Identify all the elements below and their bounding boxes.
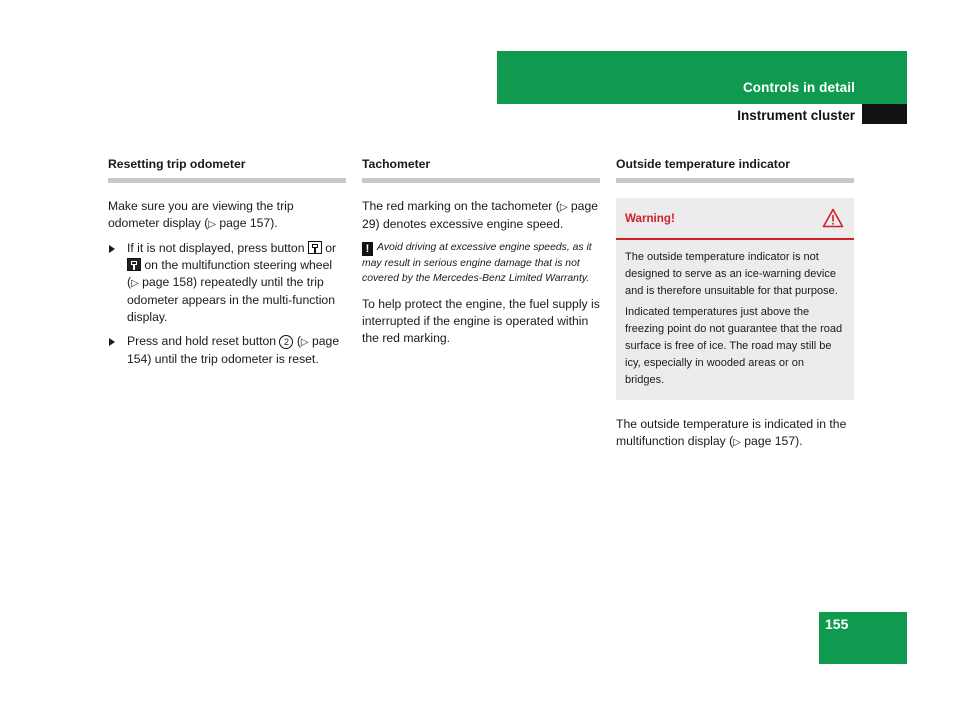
warning-box [616,198,854,400]
display-button-down-icon [127,258,141,271]
column-heading: Resetting trip odometer [108,156,346,183]
column-heading: Outside temperature indicator [616,156,854,183]
page-number: 155 [825,616,849,632]
warning-body [616,240,854,400]
paragraph: The red marking on the tachometer (▷ page 29) denotes excessive engine speed. [362,199,599,231]
list-item: Press and hold reset button 2 (▷ page 154) until the trip odometer is reset. [108,333,346,368]
callout-number: 2 [279,335,293,349]
page-ref-arrow-icon: ▷ [300,337,309,348]
page-ref-arrow-icon: ▷ [131,278,139,289]
column-resetting-trip-odometer [108,156,346,375]
header-bar [497,51,907,104]
page-ref-arrow-icon: ▷ [208,219,216,230]
warning-text: The outside temperature indicator is not designed to serve as an ice-warning device and is therefore unsuitable for that purpose. [625,251,838,297]
subsection-title: Instrument cluster [737,108,855,123]
page-ref-arrow-icon: ▷ [559,202,568,213]
section-title: Controls in detail [742,80,855,95]
section-tab-marker [862,104,907,124]
warning-triangle-icon [822,208,844,228]
warning-header [616,198,854,240]
bullet-arrow-icon [109,338,115,346]
page-number-box [819,612,907,664]
warning-label: Warning! [625,211,675,225]
column-tachometer [362,156,600,354]
column-heading: Tachometer [362,156,600,183]
column-outside-temperature [616,156,854,458]
display-button-up-icon [308,241,322,254]
page-ref-arrow-icon: ▷ [733,437,741,448]
list-item: If it is not displayed, press button or on the multifunction steering wheel (▷ page 158) repeatedly until the trip odometer appears in the multi-function display. [108,240,346,326]
intro-paragraph: Make sure you are viewing the trip odometer display (▷ page 157). [108,199,294,230]
exclamation-icon: ! [362,242,373,256]
bullet-arrow-icon [109,245,115,253]
warning-text: Indicated temperatures just above the freezing point do not guarantee that the road surface is free of ice. The road may still be icy, especially in wooded areas or on bridges. [625,306,843,386]
paragraph: To help protect the engine, the fuel supply is interrupted if the engine is operated within the red marking. [362,297,600,345]
paragraph: The outside temperature is indicated in the multifunction display (▷ page 157). [616,417,847,448]
caution-note: ! Avoid driving at excessive engine speeds, as it may result in serious engine damage that is not covered by the Mercedes-Benz Limited Warranty. [362,242,592,284]
